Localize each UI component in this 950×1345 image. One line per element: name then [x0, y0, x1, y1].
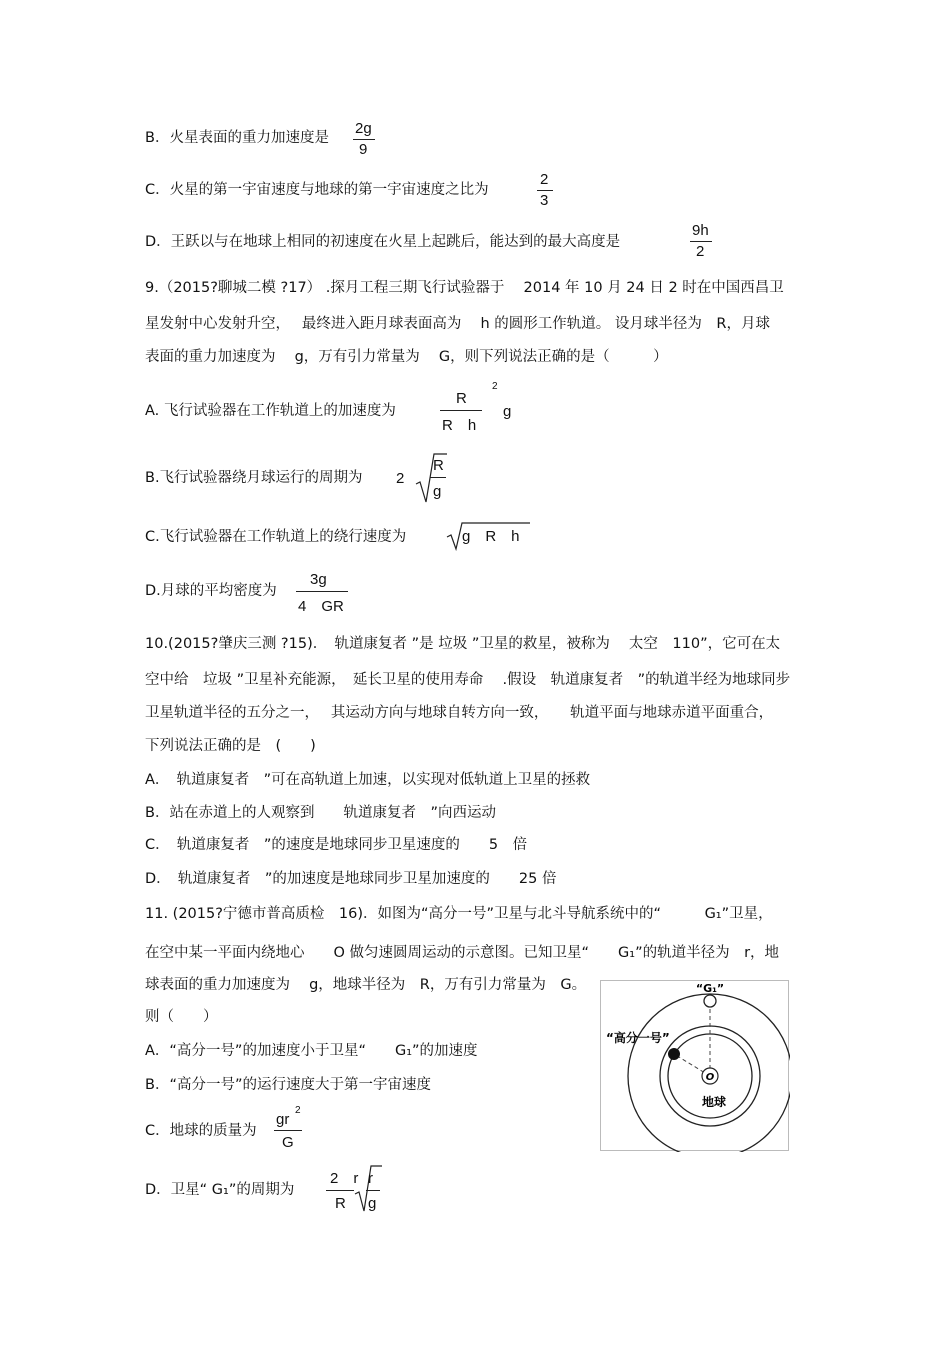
q10-stem-line4: 下列说法正确的是 ( )	[145, 738, 316, 754]
q9-stem-line1: 9.（2015?聊城二模 ?17） .探月工程三期飞行试验器于 2014 年 10 月 24 日 2 时在中国西昌卫	[145, 280, 784, 296]
q8-c-fraction-bar	[537, 190, 553, 191]
q11-c-numerator: gr	[276, 1111, 290, 1128]
q8-b-fraction-bar	[353, 139, 375, 140]
q10-option-c: C． 轨道康复者 ”的速度是地球同步卫星速度的 5 倍	[145, 837, 528, 853]
q11-c-exponent: 2	[295, 1105, 301, 1116]
q11-d-denominator: R	[335, 1195, 346, 1212]
gaofen-label: “高分一号”	[606, 1031, 670, 1045]
q11-d-fraction-bar	[326, 1190, 354, 1191]
q11-stem-line3: 球表面的重力加速度为 g，地球半径为 R，万有引力常量为 G。	[145, 977, 587, 993]
q9-option-c: C.飞行试验器在工作轨道上的绕行速度为	[145, 529, 407, 545]
q8-d-denominator: 2	[696, 243, 705, 260]
q9-stem-line3: 表面的重力加速度为 g，万有引力常量为 G，则下列说法正确的是（ ）	[145, 349, 668, 365]
q9-a-numerator: R	[456, 390, 467, 407]
q10-stem-line1: 10.(2015?肇庆三测 ?15)． 轨道康复者 ”是 垃圾 ”卫星的救星，被称为 太空 110”，它可在太	[145, 636, 781, 652]
orbit-diagram	[600, 980, 790, 1152]
q9-a-tail: g	[503, 403, 512, 420]
q8-d-numerator: 9h	[692, 222, 709, 239]
q9-b-denominator: g	[433, 483, 442, 500]
q11-stem-line1: 11. (2015?宁德市普高质检 16)．如图为“高分一号”卫星与北斗导航系统中的“ G₁”卫星，	[145, 906, 773, 922]
q9-d-fraction-bar	[296, 591, 348, 592]
q9-option-a: A. 飞行试验器在工作轨道上的加速度为	[145, 403, 396, 419]
q9-option-b: B.飞行试验器绕月球运行的周期为	[145, 470, 363, 486]
q11-option-c: C．地球的质量为	[145, 1123, 257, 1139]
q9-d-denominator: 4 GR	[298, 598, 344, 615]
q11-option-a: A．“高分一号”的加速度小于卫星“ G₁”的加速度	[145, 1043, 478, 1059]
q8-option-d: D．王跃以与在地球上相同的初速度在火星上起跳后，能达到的最大高度是	[145, 234, 621, 250]
q8-option-b: B．火星表面的重力加速度是	[145, 130, 329, 146]
q11-option-b: B．“高分一号”的运行速度大于第一宇宙速度	[145, 1077, 431, 1093]
q11-option-d: D．卫星“ G₁”的周期为	[145, 1182, 295, 1198]
q11-d-radical-numerator: r	[368, 1170, 373, 1187]
q9-b-fraction-bar	[430, 477, 446, 478]
q11-c-fraction-bar	[274, 1130, 302, 1131]
q8-c-numerator: 2	[540, 171, 549, 188]
q9-a-exponent: 2	[492, 381, 498, 392]
q10-stem-line3: 卫星轨道半径的五分之一， 其运动方向与地球自转方向一致， 轨道平面与地球赤道平面重合，	[145, 705, 774, 721]
q11-stem-line4: 则（ ）	[145, 1009, 218, 1025]
q8-d-fraction-bar	[690, 241, 712, 242]
q8-b-numerator: 2g	[355, 120, 372, 137]
earth-label: 地球	[701, 1095, 727, 1109]
q11-stem-line2: 在空中某一平面内绕地心 O 做匀速圆周运动的示意图。已知卫星“ G₁”的轨道半径为 r，地	[145, 945, 780, 961]
q11-d-radical-bar	[366, 1190, 380, 1191]
g1-satellite	[704, 995, 716, 1007]
q8-b-denominator: 9	[359, 141, 368, 158]
q9-a-fraction-bar	[440, 410, 482, 411]
g1-label: “G₁”	[695, 982, 725, 995]
q9-b-numerator: R	[433, 457, 444, 474]
q11-c-denominator: G	[282, 1134, 294, 1151]
q10-stem-line2: 空中给 垃圾 ”卫星补充能源， 延长卫星的使用寿命 .假设 轨道康复者 ”的轨道半经为地球同步	[145, 672, 791, 688]
q9-option-d: D.月球的平均密度为	[145, 583, 277, 599]
gaofen-satellite	[668, 1048, 680, 1060]
q9-d-numerator: 3g	[310, 571, 327, 588]
q9-c-expression: g R h	[462, 528, 520, 545]
q10-option-a: A． 轨道康复者 ”可在高轨道上加速，以实现对低轨道上卫星的拯救	[145, 772, 591, 788]
q9-b-coefficient: 2	[396, 470, 405, 487]
q8-c-denominator: 3	[540, 192, 549, 209]
q9-stem-line2: 星发射中心发射升空， 最终进入距月球表面高为 h 的圆形工作轨道。 设月球半径为 R，月球	[145, 316, 770, 332]
q11-d-radical-denominator: g	[368, 1195, 377, 1212]
q10-option-d: D． 轨道康复者 ”的加速度是地球同步卫星加速度的 25 倍	[145, 871, 557, 887]
q11-d-numerator: 2 r	[330, 1170, 359, 1187]
q9-a-denominator: R h	[442, 417, 477, 434]
q8-option-c: C．火星的第一宇宙速度与地球的第一宇宙速度之比为	[145, 182, 489, 198]
center-label: O	[705, 1072, 715, 1083]
q10-option-b: B．站在赤道上的人观察到 轨道康复者 ”向西运动	[145, 805, 496, 821]
